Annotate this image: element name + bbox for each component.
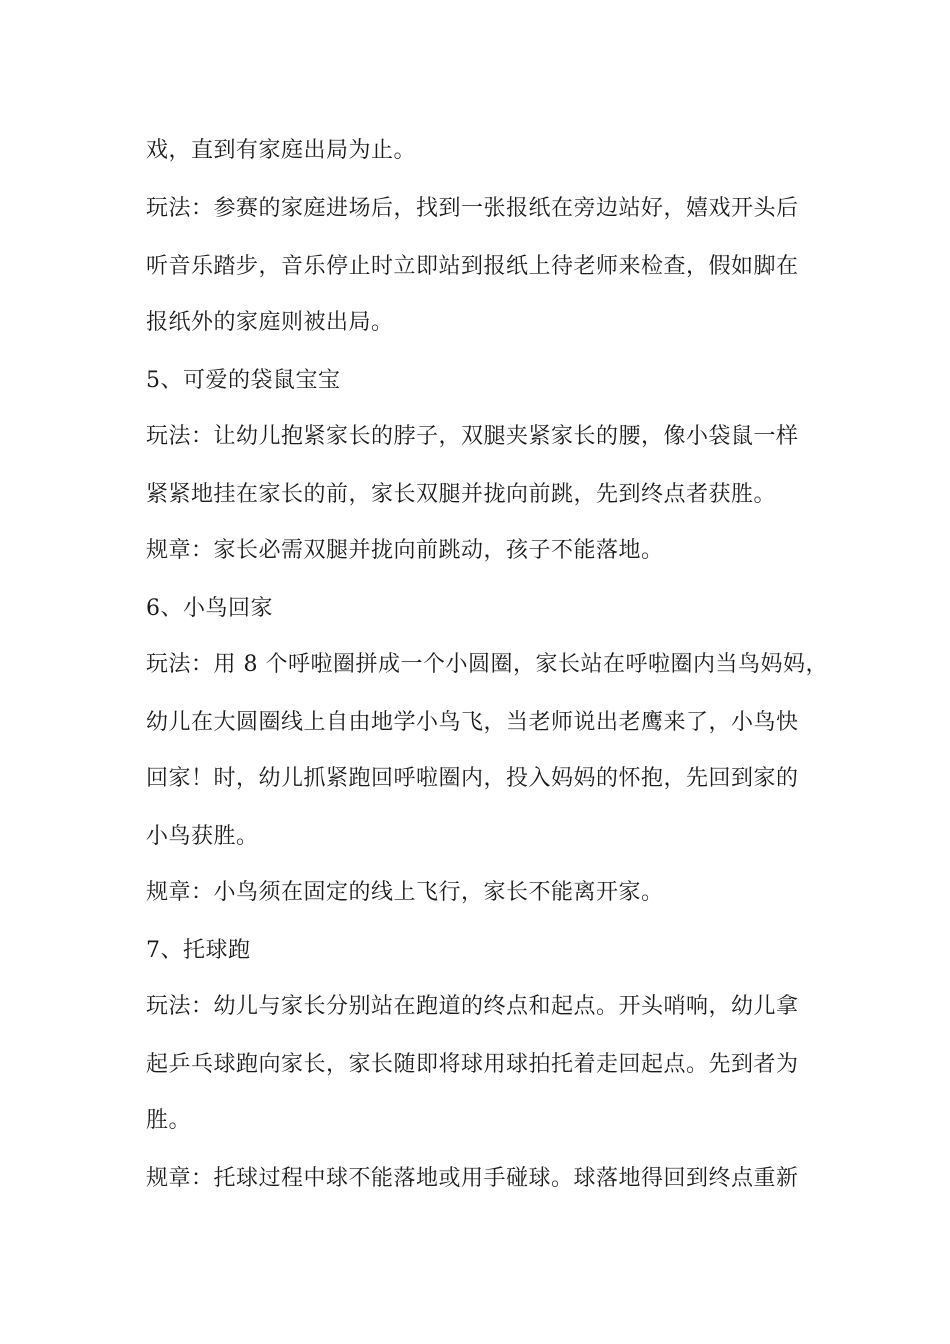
text-line: 玩法：用 8 个呼啦圈拼成一个小圆圈，家长站在呼啦圈内当鸟妈妈， — [146, 652, 828, 677]
section-heading: 6、小鸟回家 — [146, 596, 273, 621]
text-line: 报纸外的家庭则被出局。 — [146, 310, 394, 335]
text-line: 听音乐踏步，音乐停止时立即站到报纸上待老师来检查，假如脚在 — [146, 254, 799, 279]
text-line: 规章：托球过程中球不能落地或用手碰球。球落地得回到终点重新 — [146, 1166, 799, 1191]
text-line: 规章：家长必需双腿并拢向前跳动，孩子不能落地。 — [146, 538, 664, 563]
text-line: 玩法：让幼儿抱紧家长的脖子，双腿夹紧家长的腰，像小袋鼠一样 — [146, 424, 799, 449]
text-line: 紧紧地挂在家长的前，家长双腿并拢向前跳，先到终点者获胜。 — [146, 482, 777, 507]
text-line: 幼儿在大圆圈线上自由地学小鸟飞，当老师说出老鹰来了，小鸟快 — [146, 710, 799, 735]
text-line: 玩法：幼儿与家长分别站在跑道的终点和起点。开头哨响，幼儿拿 — [146, 994, 799, 1019]
text-line: 规章：小鸟须在固定的线上飞行，家长不能离开家。 — [146, 880, 664, 905]
text-line: 胜。 — [146, 1108, 192, 1133]
section-heading: 5、可爱的袋鼠宝宝 — [146, 368, 341, 393]
text-line: 玩法：参赛的家庭进场后，找到一张报纸在旁边站好，嬉戏开头后 — [146, 196, 799, 221]
text-line: 回家！时，幼儿抓紧跑回呼啦圈内，投入妈妈的怀抱，先回到家的 — [146, 766, 799, 791]
text-line: 戏，直到有家庭出局为止。 — [146, 138, 417, 163]
text-line: 起乒乓球跑向家长，家长随即将球用球拍托着走回起点。先到者为 — [146, 1052, 799, 1077]
section-heading: 7、托球跑 — [146, 938, 251, 963]
text-line: 小鸟获胜。 — [146, 824, 259, 849]
